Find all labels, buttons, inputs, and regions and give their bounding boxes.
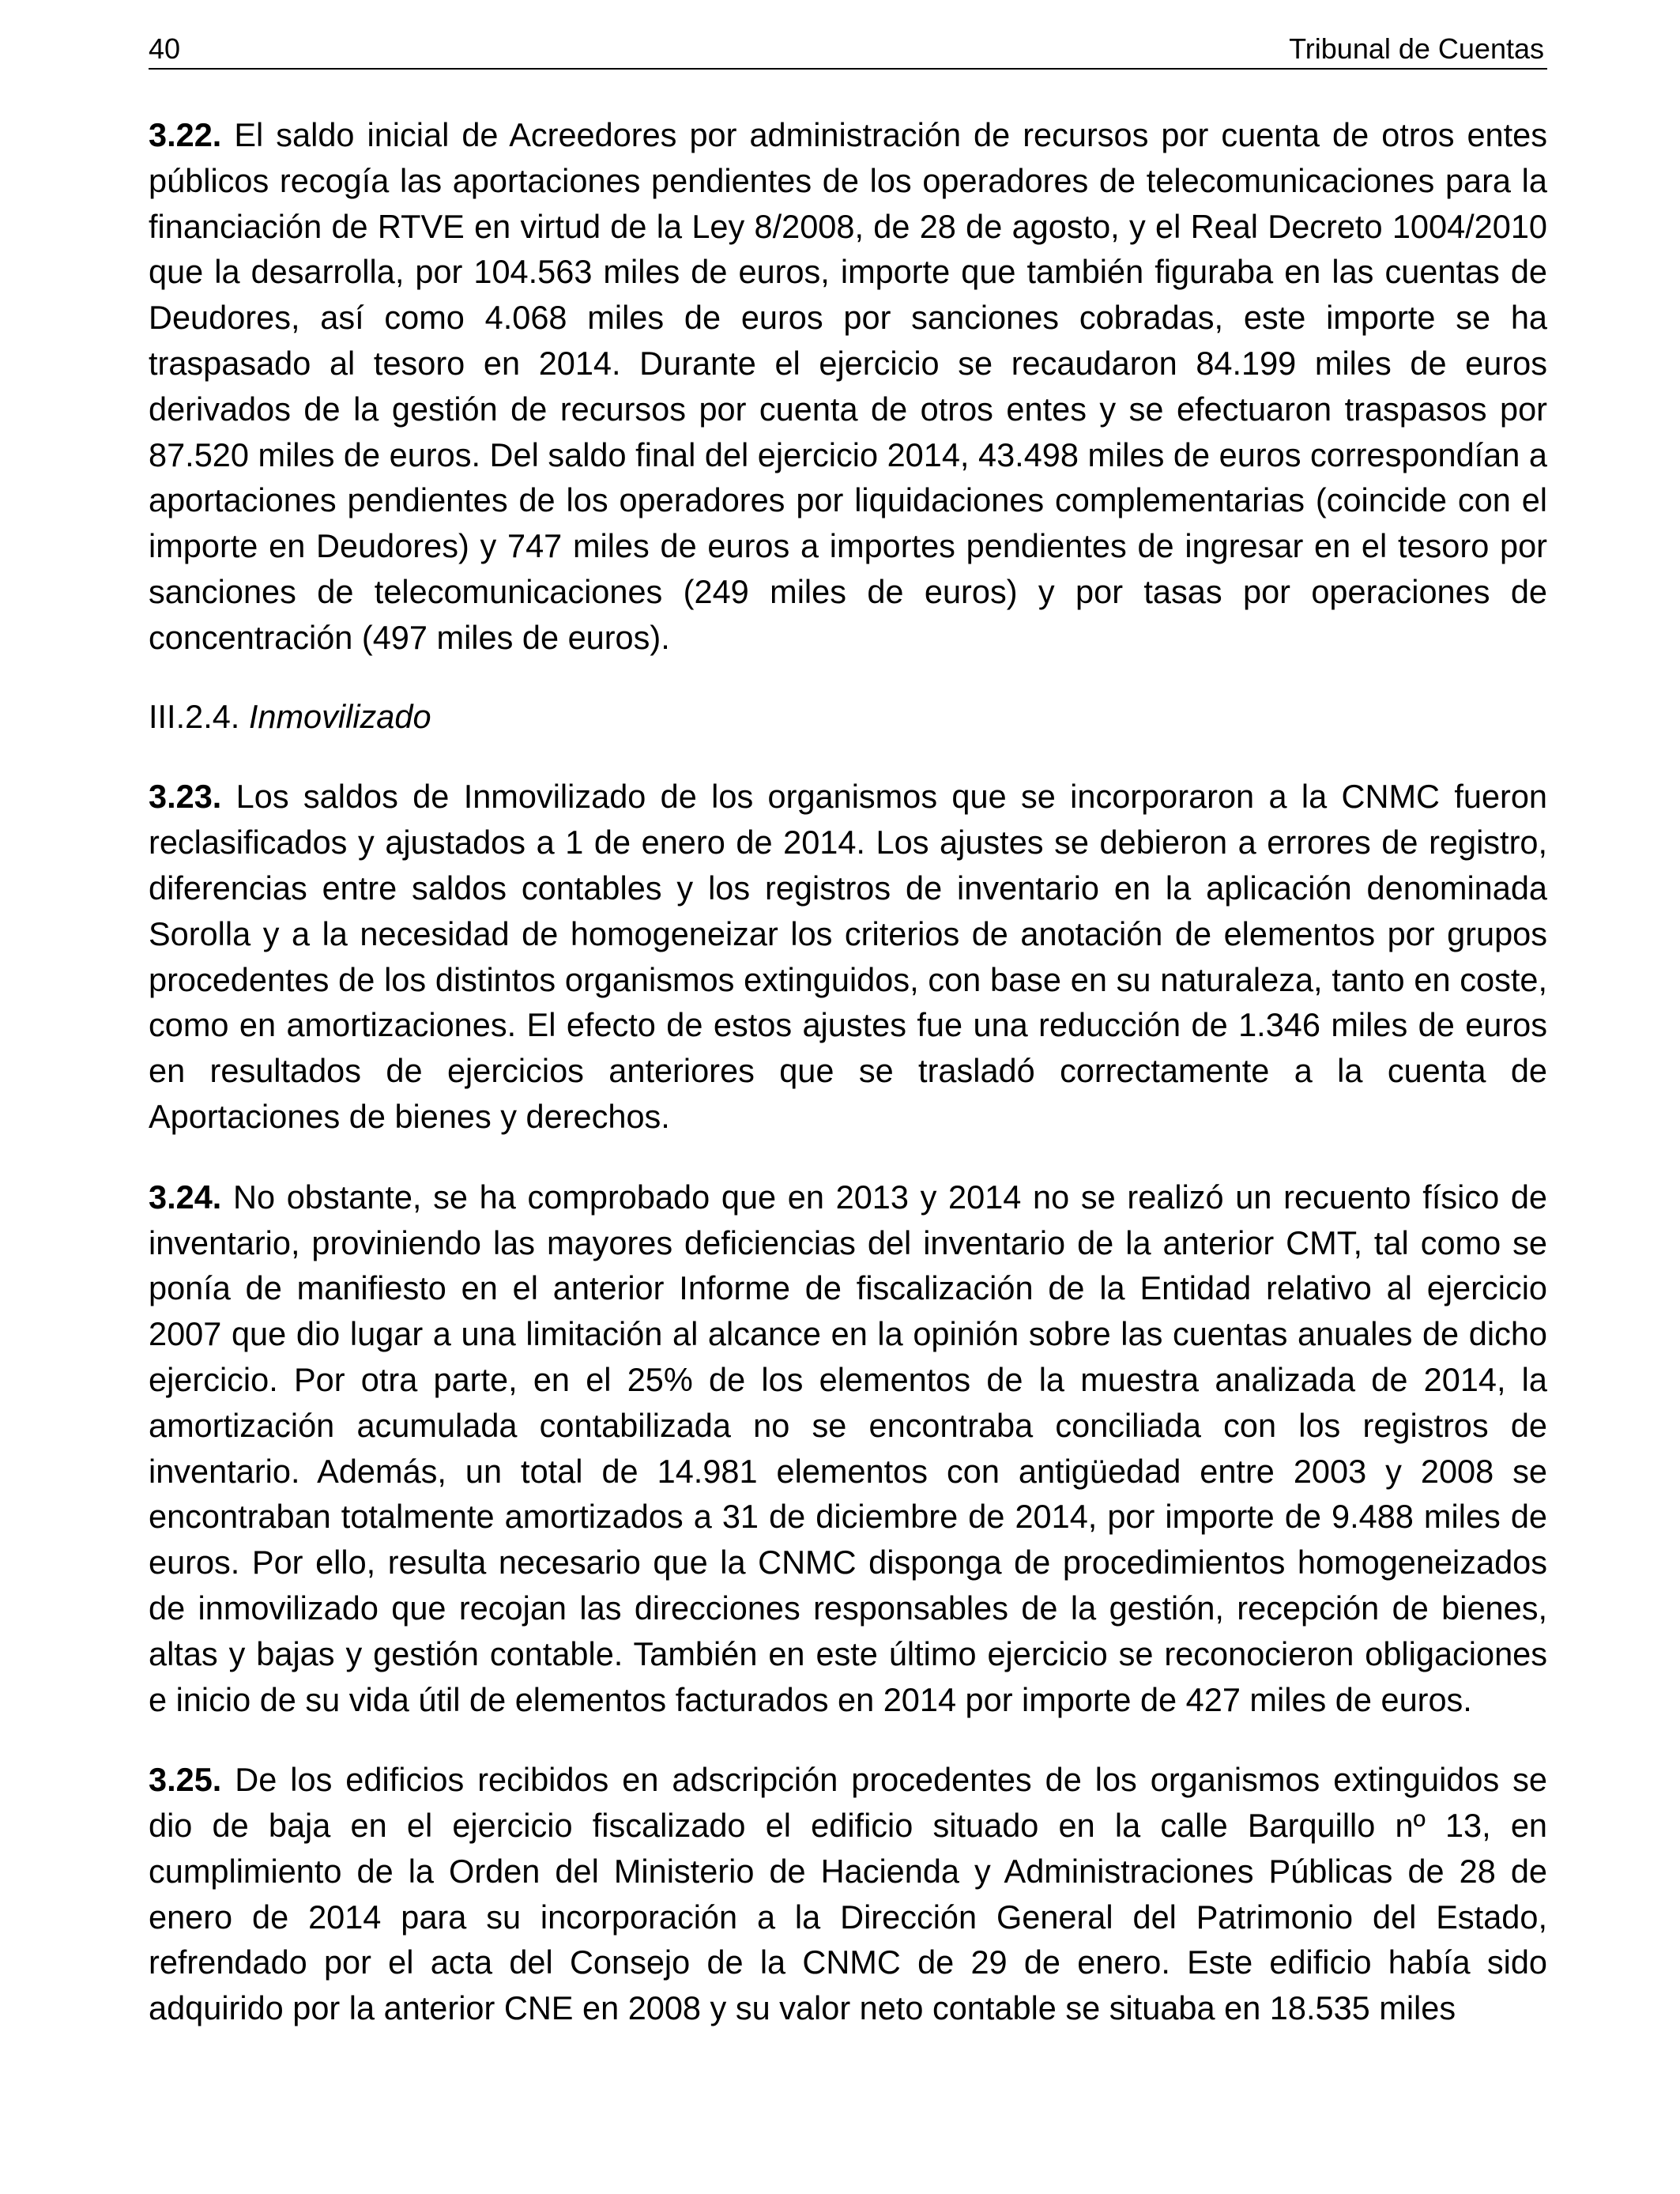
running-title: Tribunal de Cuentas <box>1289 32 1544 65</box>
page-header <box>149 33 1547 70</box>
paragraph-number: 3.25. <box>149 1761 222 1799</box>
paragraph-3-24 <box>149 1174 1547 1723</box>
section-title: Inmovilizado <box>248 697 431 735</box>
paragraph-number: 3.24. <box>149 1178 222 1216</box>
section-number: III.2.4. <box>149 697 240 735</box>
paragraph-text: Los saldos de Inmovilizado de los organismos que se incorporaron a la CNMC fueron reclasificados y ajustados a 1 de enero de 2014. Los ajustes se debieron a errores de registro, diferencias entre saldos contables y los registros de inventario en la aplicación denominada Sorolla y a la necesidad de homogeneizar los criterios de anotación de elementos por grupos procedentes de los distintos organismos extinguidos, con base en su naturaleza, tanto en coste, como en amortizaciones. El efecto de estos ajustes fue una reducción de 1.346 miles de euros en resultados de ejercicios anteriores que se trasladó correctamente a la cuenta de Aportaciones de bienes y derechos. <box>149 778 1548 1135</box>
paragraph-text: De los edificios recibidos en adscripción procedentes de los organismos extinguidos se dio de baja en el ejercicio fiscalizado el edificio situado en la calle Barquillo nº 13, en cumplimiento de la Orden del Ministerio de Hacienda y Administraciones Públicas de 28 de enero de 2014 para su incorporación a la Dirección General del Patrimonio del Estado, refrendado por el acta del Consejo de la CNMC de 29 de enero. Este edificio había sido adquirido por la anterior CNE en 2008 y su valor neto contable se situaba en 18.535 miles <box>149 1761 1547 2027</box>
paragraph-text: El saldo inicial de Acreedores por administración de recursos por cuenta de otros entes públicos recogía las aportaciones pendientes de los operadores de telecomunicaciones para la financiación de RTVE en virtud de la Ley 8/2008, de 28 de agosto, y el Real Decreto 1004/2010 que la desarrolla, por 104.563 miles de euros, importe que también figuraba en las cuentas de Deudores, así como 4.068 miles de euros por sanciones cobradas, este importe se ha traspasado al tesoro en 2014. Durante el ejercicio se recaudaron 84.199 miles de euros derivados de la gestión de recursos por cuenta de otros entes y se efectuaron traspasos por 87.520 miles de euros. Del saldo final del ejercicio 2014, 43.498 miles de euros correspondían a aportaciones pendientes de los operadores por liquidaciones complementarias (coincide con el importe en Deudores) y 747 miles de euros a importes pendientes de ingresar en el tesoro por sanciones de telecomunicaciones (249 miles de euros) y por tasas por operaciones de concentración (497 miles de euros). <box>149 116 1547 656</box>
paragraph-3-22 <box>149 112 1547 661</box>
paragraph-text: No obstante, se ha comprobado que en 2013 y 2014 no se realizó un recuento físico de inventario, proviniendo las mayores deficiencias del inventario de la anterior CMT, tal como se ponía de manifiesto en el anterior Informe de fiscalización de la Entidad relativo al ejercicio 2007 que dio lugar a una limitación al alcance en la opinión sobre las cuentas anuales de dicho ejercicio. Por otra parte, en el 25% de los elementos de la muestra analizada de 2014, la amortización acumulada contabilizada no se encontraba conciliada con los registros de inventario. Además, un total de 14.981 elementos con antigüedad entre 2003 y 2008 se encontraban totalmente amortizados a 31 de diciembre de 2014, por importe de 9.488 miles de euros. Por ello, resulta necesario que la CNMC disponga de procedimientos homogeneizados de inmovilizado que recojan las direcciones responsables de la gestión, recepción de bienes, altas y bajas y gestión contable. También en este último ejercicio se reconocieron obligaciones e inicio de su vida útil de elementos facturados en 2014 por importe de 427 miles de euros. <box>149 1178 1548 1718</box>
section-heading-inmovilizado <box>149 694 1547 740</box>
paragraph-3-25 <box>149 1757 1547 2031</box>
document-body <box>149 112 1547 2031</box>
paragraph-3-23 <box>149 774 1547 1139</box>
paragraph-number: 3.23. <box>149 778 222 816</box>
paragraph-number: 3.22. <box>149 116 222 153</box>
page-number: 40 <box>149 32 181 65</box>
